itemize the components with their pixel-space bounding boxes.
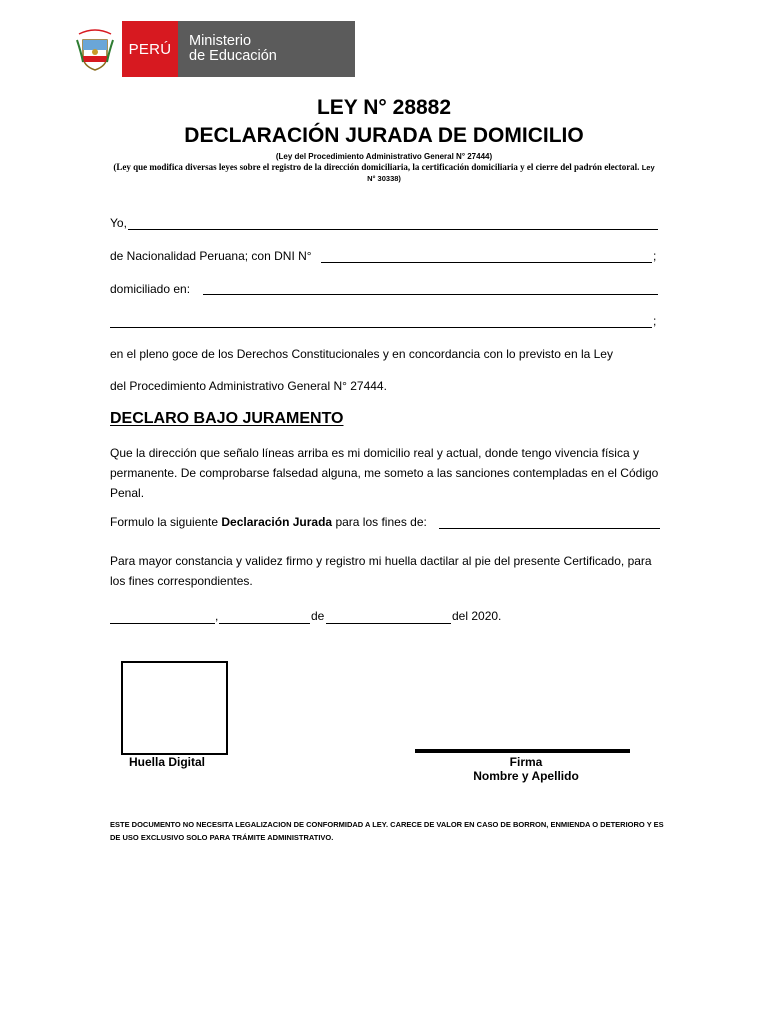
formulo-bold: Declaración Jurada — [221, 515, 333, 529]
document-title: DECLARACIÓN JURADA DE DOMICILIO — [184, 124, 584, 147]
pleno-line-1: en el pleno goce de los Derechos Constitucionales y en concordancia con lo previsto en la Ley — [110, 347, 613, 361]
huella-label: Huella Digital — [129, 755, 206, 769]
logo-ministry-line1: Ministerio — [189, 33, 252, 49]
date-place-line[interactable] — [110, 623, 215, 624]
subtitle-law-27444: (Ley del Procedimiento Administrativo General N° 27444) — [275, 152, 493, 161]
nacionalidad-label: de Nacionalidad Peruana; con DNI N° — [110, 249, 312, 263]
nombre-label: Nombre y Apellido — [473, 769, 579, 783]
fingerprint-box[interactable] — [121, 661, 228, 755]
name-field-line[interactable] — [128, 229, 658, 230]
date-de: de — [311, 609, 325, 623]
address-field-line-2[interactable] — [110, 327, 652, 328]
ministry-logo — [67, 21, 355, 77]
declaro-heading: DECLARO BAJO JURAMENTO — [110, 410, 344, 427]
coat-of-arms-icon — [67, 21, 122, 77]
law-title: LEY N° 28882 — [316, 96, 452, 119]
address-semicolon: ; — [653, 314, 657, 328]
subtitle2-text: (Ley que modifica diversas leyes sobre el registro de la dirección domiciliaria, la certificación domiciliaria y el cierre del padrón electoral. — [113, 162, 640, 172]
date-comma: , — [215, 609, 219, 623]
purpose-field-line[interactable] — [439, 528, 660, 529]
pleno-line-2: del Procedimiento Administrativo General N° 27444. — [110, 379, 387, 393]
signature-line[interactable] — [415, 749, 630, 753]
date-day-line[interactable] — [219, 623, 310, 624]
logo-ministry — [178, 21, 355, 77]
subtitle2-ref: Ley N° 30338) — [367, 163, 655, 183]
logo-ministry-line2: de Educación — [189, 48, 277, 64]
declaro-paragraph: Que la dirección que señalo líneas arriba es mi domicilio real y actual, donde tengo vivencia física y permanente. De comprobarse falsedad alguna, me someto a las sanciones contempladas en el Código Penal. — [110, 446, 659, 500]
dni-semicolon: ; — [653, 249, 657, 263]
address-field-line-1[interactable] — [203, 294, 658, 295]
formulo-suffix: para los fines de: — [332, 515, 427, 529]
date-month-line[interactable] — [326, 623, 451, 624]
date-year: del 2020. — [452, 609, 502, 623]
firma-label: Firma — [509, 755, 543, 769]
dni-field-line[interactable] — [321, 262, 652, 263]
footer-notice: ESTE DOCUMENTO NO NECESITA LEGALIZACION DE CONFORMIDAD A LEY. CARECE DE VALOR EN CASO DE BORRON, ENMIENDA O DETERIORO Y ES DE USO EXCLUSIVO SOLO PARA TRÁMITE ADMINISTRATIVO. — [110, 820, 664, 842]
yo-label: Yo, — [110, 216, 127, 230]
formulo-prefix: Formulo la siguiente — [110, 515, 222, 529]
formulo-line — [110, 515, 427, 529]
logo-country: PERÚ — [122, 21, 178, 77]
constancia-paragraph: Para mayor constancia y validez firmo y registro mi huella dactilar al pie del presente Certificado, para los fines correspondientes. — [110, 554, 652, 588]
domiciliado-label: domiciliado en: — [110, 282, 191, 296]
subtitle-law-30338 — [110, 162, 658, 184]
